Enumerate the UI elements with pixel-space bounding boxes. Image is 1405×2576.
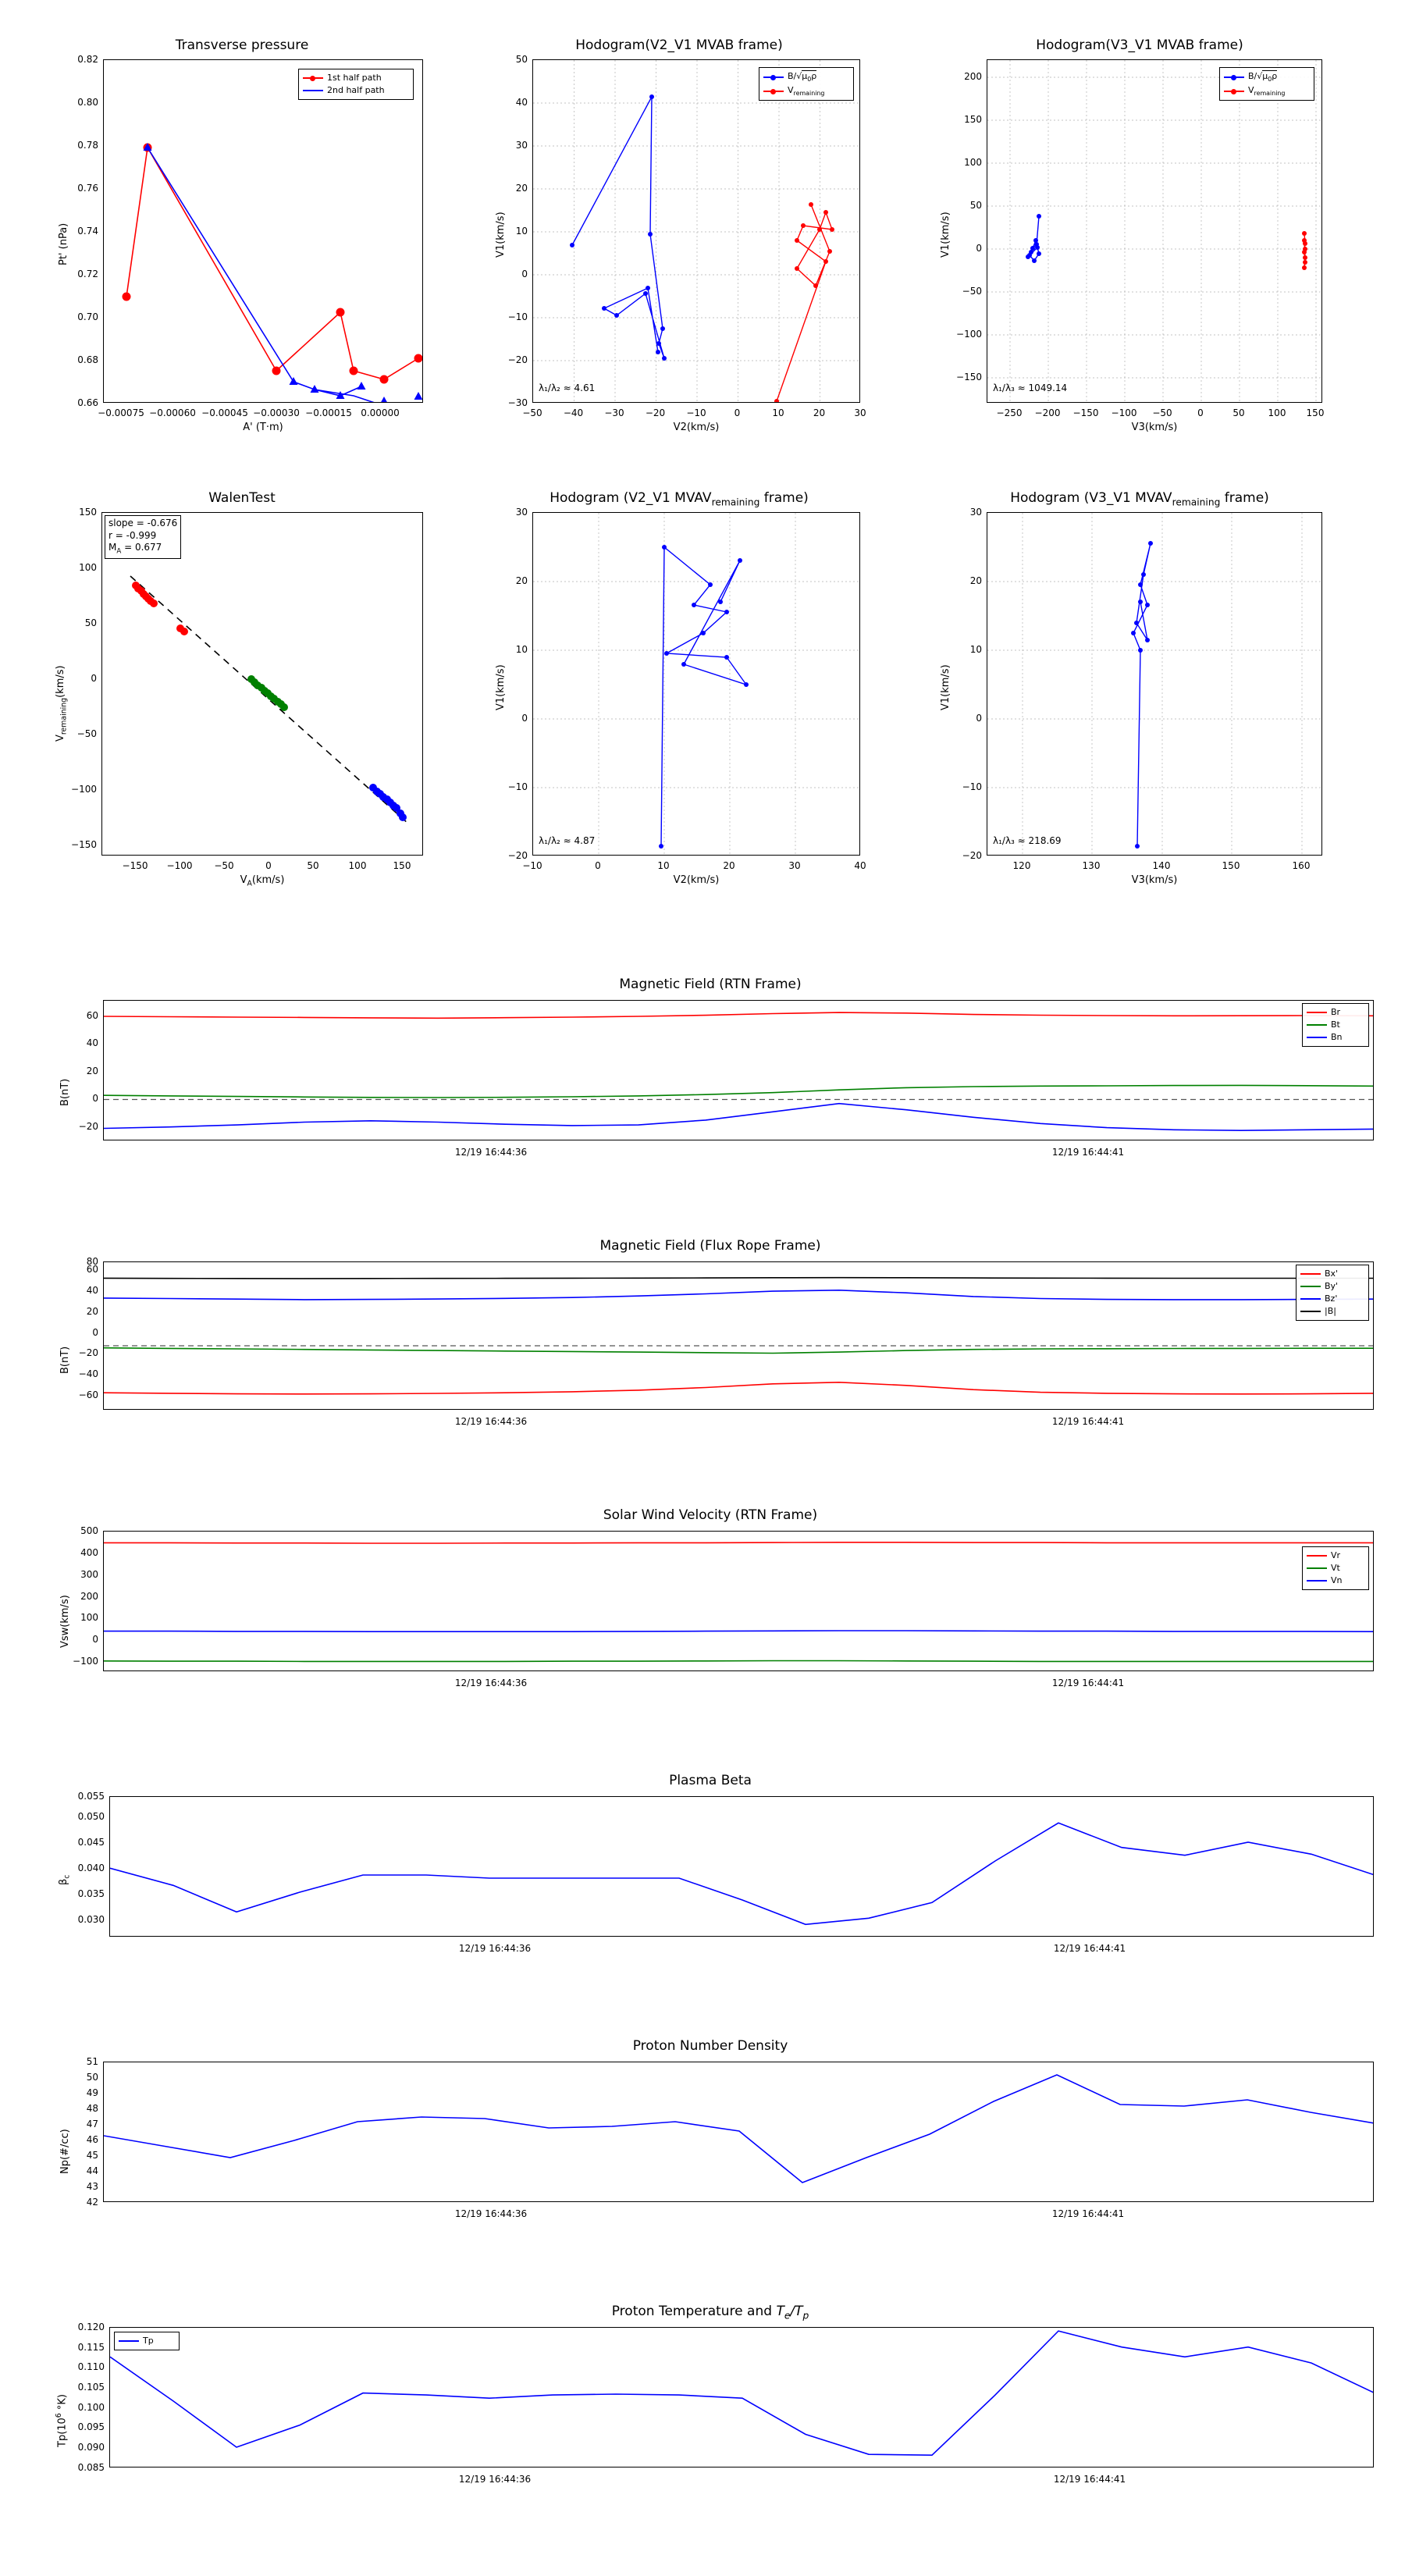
solar-wind-svg [104,1532,1374,1671]
y-tick: −100 [71,784,97,795]
y-tick: 40 [515,97,528,108]
x-tick: 20 [813,407,826,418]
plot-title: Magnetic Field (RTN Frame) [619,977,802,992]
y-tick: 50 [86,2072,98,2083]
x-tick: 0 [734,407,741,418]
legend-label: 2nd half path [327,84,385,95]
legend-label: 1st half path [327,73,382,83]
legend-label: $B/√\mu_0\rho$ [1248,71,1278,84]
walen-stats-annotation [105,515,181,559]
y-tick: −10 [507,781,528,792]
legend-label: $V_{remaining}$ [788,84,825,97]
legend-swatch-red [763,91,784,92]
y-tick: 10 [515,226,528,237]
y-tick: 200 [80,1591,98,1602]
y-tick: 0 [976,243,982,254]
plot-title: Hodogram (V2_V1 $MVAV_{remaining}$ frame) [550,490,809,508]
panel-magnetic-field-rtn [47,972,1374,1190]
legend [114,2332,180,2350]
legend-swatch-vn [1307,1580,1327,1582]
plot-area [987,512,1322,856]
y-tick: 42 [86,2197,98,2208]
legend-entry [1307,1562,1364,1574]
y-tick: 0 [521,713,528,724]
y-tick: 20 [515,575,528,586]
x-tick: 12/19 16:44:36 [454,2208,528,2219]
y-axis-label: B(nT) [59,1346,71,1374]
legend-entry [763,70,849,84]
legend-swatch-bmag [1300,1311,1321,1312]
y-axis-label: $\beta_c$ [58,1874,72,1885]
legend [1219,67,1314,101]
plot-area [532,59,860,403]
x-tick: 100 [1268,407,1286,418]
y-axis-label: $V_{remaining}(km/s)$ [55,665,69,742]
y-tick: 43 [86,2181,98,2192]
x-tick: 12/19 16:44:41 [1053,1943,1126,1954]
hodogram-v3v1-svg [987,60,1322,403]
plot-title: Solar Wind Velocity (RTN Frame) [603,1507,818,1523]
x-tick: 10 [657,860,670,871]
legend-entry [1300,1268,1364,1280]
y-tick: 0.120 [77,2322,105,2332]
x-tick: 12/19 16:44:36 [454,1678,528,1688]
y-tick: −10 [507,311,528,322]
y-tick: −100 [73,1656,98,1667]
correlation-value: r = -0.999 [108,529,157,541]
legend-label: Tp [143,2336,154,2346]
x-tick: 0 [1197,407,1204,418]
x-tick: 12/19 16:44:36 [454,1416,528,1427]
x-tick: −100 [1111,407,1137,418]
y-tick: 48 [86,2103,98,2114]
legend-label: $B/√\mu_0\rho$ [788,71,817,84]
legend-swatch-by [1300,1286,1321,1287]
y-axis-label: V1(km/s) [940,664,951,710]
y-tick: 100 [80,1612,98,1623]
legend-entry [1307,1550,1364,1562]
x-tick: 0 [265,860,272,871]
legend-label: Vn [1331,1574,1343,1585]
y-tick: 0.085 [77,2462,105,2473]
y-tick: −100 [956,329,982,340]
legend-label: Vr [1331,1550,1341,1560]
y-tick: −20 [962,850,982,861]
y-tick: 20 [86,1066,98,1076]
x-axis-label: V3(km/s) [1131,422,1178,433]
y-tick: 30 [515,140,528,151]
y-tick: 0.78 [77,140,98,151]
y-tick: 0.100 [77,2402,105,2413]
x-tick: 140 [1152,860,1171,871]
y-tick: 0.110 [77,2361,105,2372]
y-tick: 40 [86,1285,98,1296]
legend-label: Bz' [1325,1293,1338,1304]
x-tick: 12/19 16:44:41 [1051,2208,1125,2219]
y-tick: 150 [964,114,982,125]
x-tick: 160 [1292,860,1311,871]
y-tick: 0 [91,673,97,684]
y-tick: 80 [86,1256,98,1267]
y-tick: −20 [78,1121,98,1132]
legend-entry [1224,70,1310,84]
y-axis-label: $Tp(10^6$ °K) [55,2394,69,2447]
slope-value: slope = -0.676 [108,518,178,528]
y-tick: 10 [515,644,528,655]
y-tick: −20 [78,1347,98,1358]
y-tick: 0 [92,1634,98,1645]
x-tick: 30 [854,407,866,418]
legend-label: $V_{remaining}$ [1248,84,1286,97]
x-tick: 50 [1232,407,1245,418]
legend-swatch-red [1224,91,1244,92]
legend-swatch-red-circle [303,77,323,79]
x-tick: −50 [1152,407,1172,418]
y-tick: 0 [976,713,982,724]
x-tick: 0 [595,860,601,871]
legend-label: Bx' [1325,1268,1339,1279]
proton-density-svg [104,2062,1374,2202]
y-tick: 0.115 [77,2342,105,2353]
y-tick: 200 [964,71,982,82]
y-tick: 100 [964,157,982,168]
legend-entry [763,84,849,98]
x-tick: 10 [772,407,784,418]
hodogram-v2v1-mvav-svg [533,513,860,856]
plot-title: Proton Temperature and $T_e/T_p$ [611,2304,809,2322]
y-tick: 50 [969,200,982,211]
x-tick: −40 [563,407,584,418]
panel-walen-test [47,484,437,890]
y-tick: −50 [76,728,97,739]
mach-number-value: $M_A = 0.677$ [108,542,162,556]
legend [1302,1546,1369,1590]
x-tick: 30 [788,860,801,871]
y-tick: 0.050 [77,1811,105,1822]
y-tick: 0.040 [77,1863,105,1873]
x-tick: −0.00030 [253,407,300,418]
legend-entry [1300,1305,1364,1318]
x-tick: −0.00015 [305,407,352,418]
y-tick: 150 [79,507,97,518]
x-axis-label: $V_A(km/s)$ [240,874,285,888]
y-tick: 100 [79,562,97,573]
x-tick: −20 [645,407,666,418]
y-tick: −60 [78,1389,98,1400]
plot-area [103,1261,1374,1410]
y-tick: 500 [80,1525,98,1536]
y-axis-label: Np(#/cc) [59,2129,71,2174]
plasma-beta-svg [110,1797,1374,1937]
y-axis-label: V1(km/s) [495,212,507,258]
legend-entry [303,72,409,84]
legend-entry [1307,1019,1364,1031]
x-tick: −0.00045 [201,407,248,418]
x-tick: 12/19 16:44:41 [1051,1416,1125,1427]
legend-swatch-br [1307,1012,1327,1013]
panel-transverse-pressure [47,31,437,437]
legend-swatch-blue [1224,76,1244,78]
x-tick: −50 [522,407,542,418]
x-axis-label: V2(km/s) [673,422,720,433]
y-axis-label: V1(km/s) [940,212,951,258]
legend-entry [1307,1574,1364,1587]
legend-swatch-tp [119,2340,139,2342]
y-tick: 20 [515,183,528,194]
legend-label: Bt [1331,1019,1340,1030]
y-axis-label: Vsw(km/s) [59,1595,71,1648]
x-tick: 100 [348,860,367,871]
legend-entry [119,2335,175,2347]
x-tick: −0.00060 [149,407,196,418]
y-tick: 10 [969,644,982,655]
legend-label: By' [1325,1280,1339,1291]
y-tick: −150 [71,839,97,850]
plot-title: Transverse pressure [175,37,309,53]
y-tick: 0.030 [77,1914,105,1925]
y-axis-label: V1(km/s) [495,664,507,710]
y-tick: 0.68 [77,354,98,365]
plot-area [103,59,423,403]
panel-proton-number-density [47,2033,1374,2252]
legend-label: Vt [1331,1562,1340,1573]
y-tick: −50 [962,286,982,297]
x-tick: −30 [604,407,624,418]
panel-solar-wind-velocity [47,1503,1374,1721]
legend-entry [1307,1031,1364,1044]
x-tick: 20 [723,860,735,871]
y-tick: 0.76 [77,183,98,194]
mag-fluxrope-svg [104,1262,1374,1410]
y-tick: 0.82 [77,54,98,65]
legend-swatch-blue [763,76,784,78]
legend-label: |B| [1325,1305,1336,1316]
x-axis-label: V3(km/s) [1131,874,1178,886]
y-tick: 0.045 [77,1837,105,1848]
legend-swatch-bz [1300,1298,1321,1300]
y-tick: 0.090 [77,2442,105,2453]
y-tick: −150 [956,372,982,382]
y-tick: 60 [86,1264,98,1275]
legend-label: Bn [1331,1031,1343,1042]
y-axis-label: B(nT) [59,1078,71,1106]
y-tick: 0 [521,269,528,279]
proton-temperature-svg [110,2328,1374,2467]
y-tick: −10 [962,781,982,792]
y-tick: −20 [507,354,528,365]
x-tick: −250 [996,407,1023,418]
y-tick: 0 [92,1093,98,1104]
x-tick: −10 [686,407,706,418]
y-tick: 44 [86,2165,98,2176]
panel-plasma-beta [47,1768,1374,1987]
y-tick: 0.74 [77,226,98,237]
mag-rtn-svg [104,1001,1374,1140]
panel-hodogram-v2v1-mvab [484,31,874,437]
y-tick: 0.105 [77,2382,105,2393]
y-tick: 50 [84,617,97,628]
y-tick: 45 [86,2150,98,2161]
x-axis-label: V2(km/s) [673,874,720,886]
legend-entry [1307,1006,1364,1019]
x-tick: −200 [1034,407,1061,418]
y-tick: 30 [515,507,528,518]
y-tick: 47 [86,2119,98,2129]
plot-area [109,2327,1374,2467]
eigenvalue-ratio-annotation: λ₁/λ₂ ≈ 4.61 [539,382,596,393]
x-tick: 150 [1222,860,1240,871]
y-tick: 50 [515,54,528,65]
walen-test-svg [102,513,423,856]
x-tick: 120 [1012,860,1031,871]
plot-area [103,1000,1374,1140]
x-tick: 0.00000 [361,407,400,418]
y-tick: 0.80 [77,97,98,108]
plot-title: Hodogram(V3_V1 MVAB frame) [1036,37,1243,53]
legend-swatch-vt [1307,1567,1327,1569]
plot-title: Proton Number Density [632,2038,788,2054]
y-tick: 400 [80,1547,98,1558]
legend-swatch-vr [1307,1555,1327,1557]
y-tick: 40 [86,1037,98,1048]
eigenvalue-ratio-annotation: λ₁/λ₃ ≈ 1049.14 [993,382,1068,393]
transverse-pressure-svg [104,60,423,403]
plot-title: Plasma Beta [669,1773,752,1788]
eigenvalue-ratio-annotation: λ₁/λ₂ ≈ 4.87 [539,835,596,846]
plot-area [103,1531,1374,1671]
y-tick: 0.66 [77,397,98,408]
plot-title: Hodogram (V3_V1 $MVAV_{remaining}$ frame) [1010,490,1269,508]
x-tick: 12/19 16:44:41 [1051,1147,1125,1158]
hodogram-v2v1-svg [533,60,860,403]
legend [1296,1265,1369,1321]
plot-area [109,1796,1374,1937]
x-tick: −150 [1072,407,1099,418]
x-tick: 12/19 16:44:41 [1051,1678,1125,1688]
plot-area [103,2062,1374,2202]
legend-swatch-bn [1307,1037,1327,1038]
x-tick: 150 [1306,407,1325,418]
x-tick: 12/19 16:44:36 [458,2474,532,2485]
legend-entry [303,84,409,97]
y-axis-label: Pt' (nPa) [58,222,69,265]
legend-swatch-bx [1300,1273,1321,1275]
legend [298,69,414,100]
y-tick: 0.72 [77,269,98,279]
hodogram-v3v1-mvav-svg [987,513,1322,856]
y-tick: 46 [86,2134,98,2145]
x-tick: 12/19 16:44:36 [454,1147,528,1158]
panel-hodogram-v3v1-mvav [929,484,1350,890]
legend [759,67,854,101]
plot-area [101,512,423,856]
x-tick: 150 [393,860,411,871]
x-tick: 130 [1082,860,1101,871]
x-tick: −150 [122,860,148,871]
x-axis-label: A' (T·m) [243,422,283,433]
y-tick: 300 [80,1569,98,1580]
legend-label: Br [1331,1007,1341,1017]
y-tick: 60 [86,1010,98,1021]
y-tick: 49 [86,2087,98,2098]
y-tick: −30 [507,397,528,408]
plot-area [987,59,1322,403]
y-tick: 20 [969,575,982,586]
y-tick: 51 [86,2056,98,2067]
panel-magnetic-field-fluxrope [47,1233,1374,1460]
panel-proton-temperature [47,2299,1374,2525]
x-tick: 50 [307,860,319,871]
x-tick: 12/19 16:44:41 [1053,2474,1126,2485]
legend-swatch-bt [1307,1024,1327,1026]
x-tick: 12/19 16:44:36 [458,1943,532,1954]
legend-entry [1300,1293,1364,1305]
y-tick: 30 [969,507,982,518]
x-tick: −100 [166,860,193,871]
x-tick: 40 [854,860,866,871]
eigenvalue-ratio-annotation: λ₁/λ₃ ≈ 218.69 [993,835,1062,846]
y-tick: 20 [86,1306,98,1317]
x-tick: −10 [522,860,542,871]
y-tick: 0.035 [77,1888,105,1899]
y-tick: 0.70 [77,311,98,322]
legend-entry [1300,1280,1364,1293]
plot-title: WalenTest [208,490,276,506]
plot-title: Magnetic Field (Flux Rope Frame) [599,1238,821,1254]
x-tick: −50 [214,860,234,871]
panel-hodogram-v2v1-mvav [484,484,874,890]
legend-swatch-blue-triangle [303,90,323,91]
y-tick: −40 [78,1368,98,1379]
y-tick: 0.055 [77,1791,105,1802]
x-tick: −0.00075 [98,407,144,418]
y-tick: −20 [507,850,528,861]
plot-title: Hodogram(V2_V1 MVAB frame) [575,37,783,53]
y-tick: 0.095 [77,2421,105,2432]
legend-entry [1224,84,1310,98]
y-tick: 0 [92,1327,98,1338]
plot-area [532,512,860,856]
legend [1302,1003,1369,1047]
panel-hodogram-v3v1-mvab [929,31,1350,437]
